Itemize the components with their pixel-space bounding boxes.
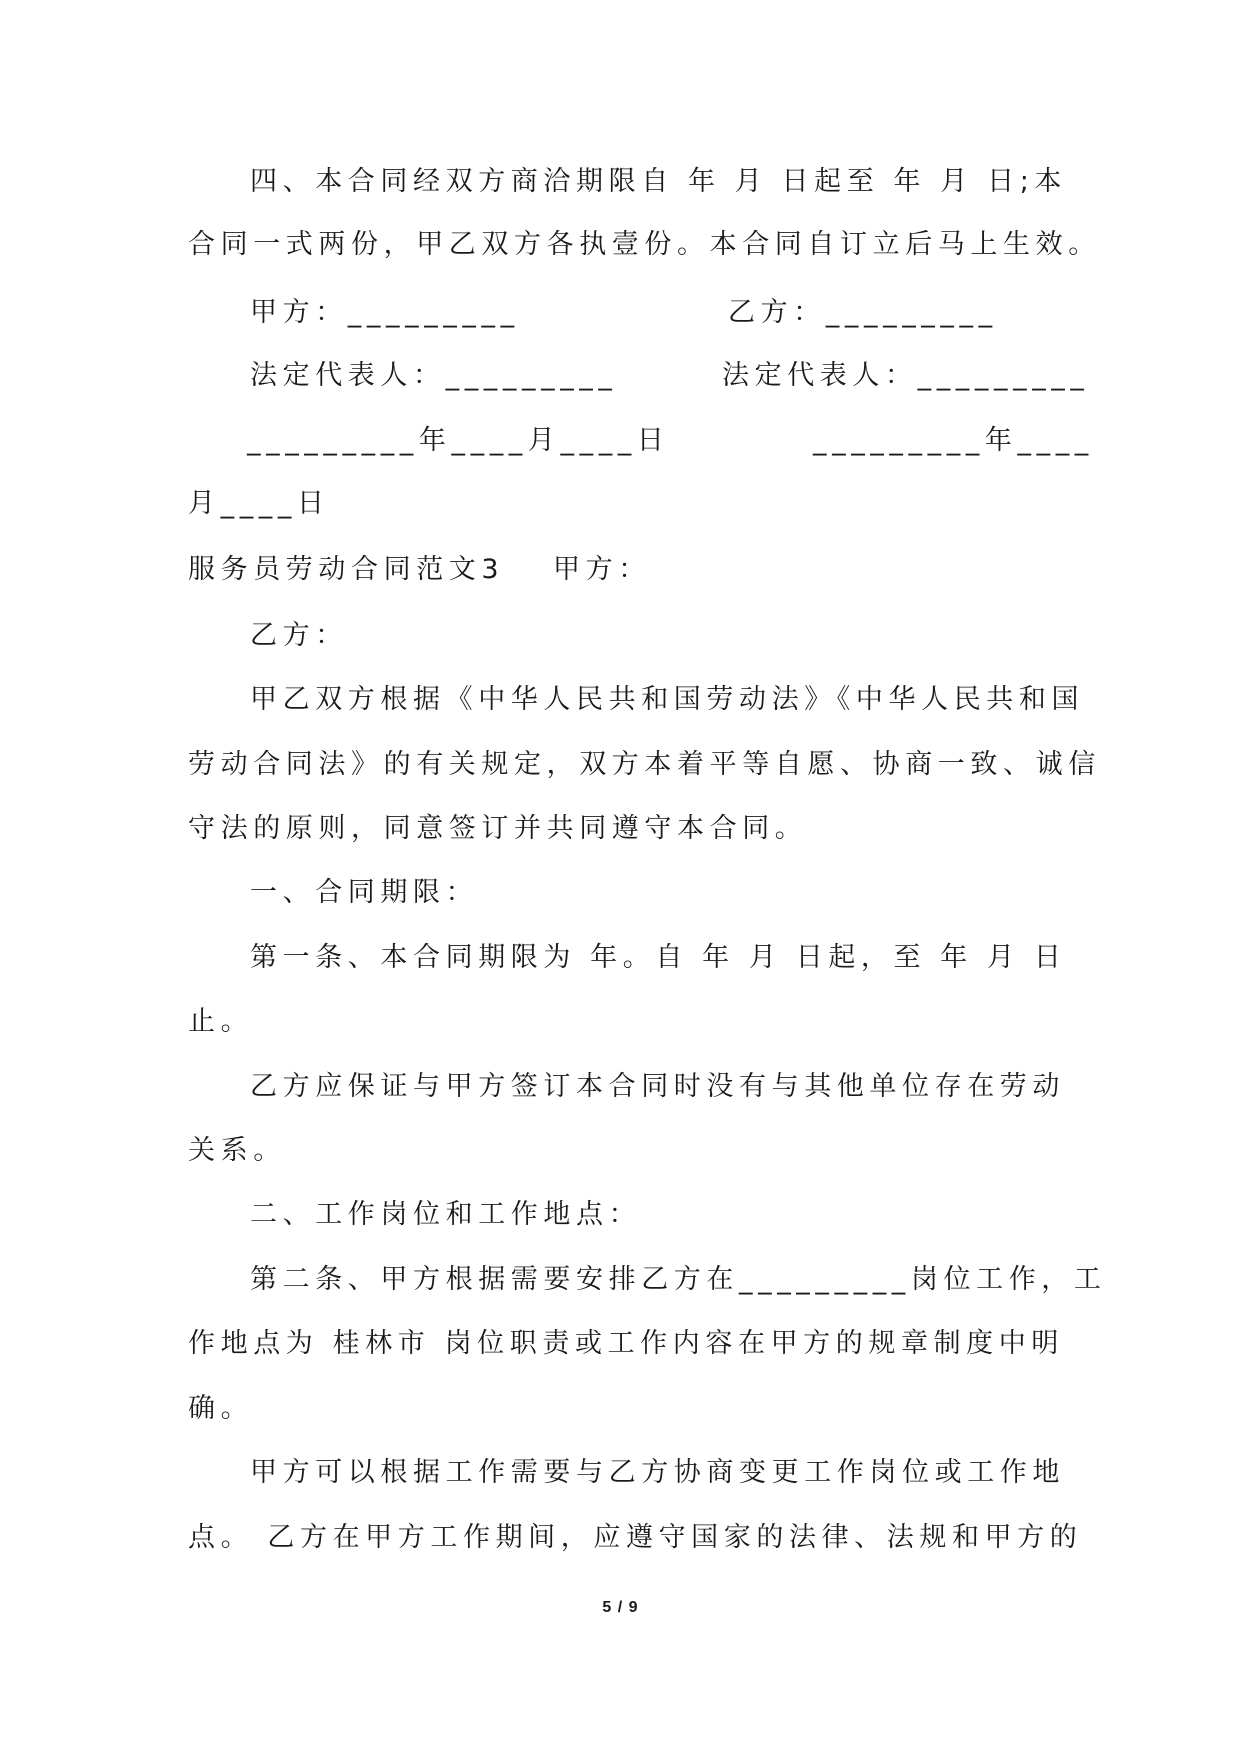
preamble-line-2: 劳动合同法》的有关规定，双方本着平等自愿、协商一致、诚信: [188, 749, 1101, 780]
contract-party-a-label: 甲方：: [553, 554, 651, 585]
article-two-line-3: 确。: [188, 1393, 254, 1424]
preamble-line-1: 甲乙双方根据《中华人民共和国劳动法》《中华人民共和国: [250, 684, 1085, 715]
section-title: 服务员劳动合同范文3: [188, 554, 505, 585]
article-two-line-1: 第二条、甲方根据需要安排乙方在_________岗位工作，工: [250, 1264, 1107, 1295]
article-two-line-2: 作地点为 桂林市 岗位职责或工作内容在甲方的规章制度中明: [188, 1328, 1064, 1359]
party-b-date-line-continued: 月____日: [188, 488, 330, 519]
change-clause-line-1: 甲方可以根据工作需要与乙方协商变更工作岗位或工作地: [250, 1457, 1065, 1488]
heading-position-location: 二、工作岗位和工作地点：: [250, 1199, 642, 1230]
party-b-signature-line: 乙方：_________: [728, 297, 998, 328]
preamble-line-3: 守法的原则，同意签订并共同遵守本合同。: [188, 813, 808, 844]
warranty-line-2: 关系。: [188, 1135, 286, 1166]
party-a-representative-line: 法定代表人：_________: [250, 360, 618, 391]
party-a-date-line: _________年____月____日: [247, 425, 670, 456]
change-clause-line-2: 点。 乙方在甲方工作期间，应遵守国家的法律、法规和甲方的: [188, 1522, 1083, 1553]
clause-four-line-2: 合同一式两份，甲乙双方各执壹份。本合同自订立后马上生效。: [188, 229, 1101, 260]
party-a-signature-line: 甲方：_________: [250, 297, 520, 328]
party-b-representative-line: 法定代表人：_________: [722, 360, 1090, 391]
party-b-date-line: _________年____: [813, 425, 1094, 456]
article-one-line-1: 第一条、本合同期限为 年。自 年 月 日起，至 年 月 日: [250, 942, 1067, 973]
warranty-line-1: 乙方应保证与甲方签订本合同时没有与其他单位存在劳动: [250, 1071, 1065, 1102]
article-one-line-2: 止。: [188, 1006, 254, 1037]
contract-party-b-label: 乙方：: [250, 620, 348, 651]
heading-contract-term: 一、合同期限：: [250, 877, 479, 908]
page-number: 5 / 9: [602, 1599, 639, 1616]
clause-four-line-1: 四、本合同经双方商洽期限自 年 月 日起至 年 月 日;本: [250, 166, 1067, 197]
